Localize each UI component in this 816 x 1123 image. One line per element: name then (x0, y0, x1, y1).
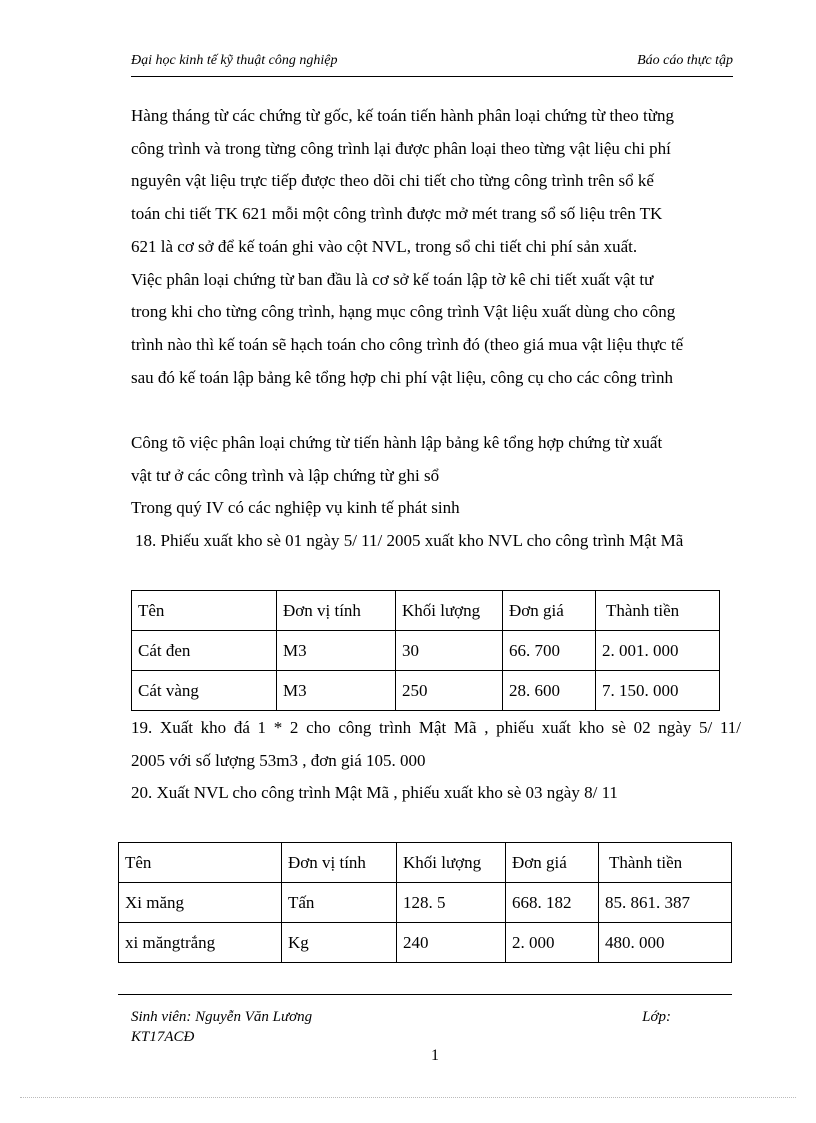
table-row (132, 631, 720, 671)
table-header-cell: Thành tiền (599, 843, 732, 883)
table-cell: Kg (282, 923, 397, 963)
footer-class-label: Lớp: (642, 1009, 671, 1025)
table-header-cell: Đơn giá (503, 591, 596, 631)
paragraph-line: 19. Xuất kho đá 1 * 2 cho công trình Mật Mã , phiếu xuất kho sè 02 ngày 5/ 11/ (131, 718, 741, 737)
materials-table-1 (131, 590, 720, 711)
header-divider (131, 76, 733, 77)
table-cell: 128. 5 (397, 883, 506, 923)
table-header-cell: Đơn vị tính (282, 843, 397, 883)
paragraph-line: 18. Phiếu xuất kho sè 01 ngày 5/ 11/ 2005 xuất kho NVL cho công trình Mật Mã (135, 531, 684, 551)
table-cell: 250 (396, 671, 503, 711)
paragraph-line: sau đó kế toán lập bảng kê tổng hợp chi phí vật liệu, công cụ cho các công trình (131, 367, 673, 387)
table-cell: M3 (277, 631, 396, 671)
header-report-title: Báo cáo thực tập (637, 53, 733, 68)
page-number: 1 (431, 1047, 439, 1064)
paragraph-line: toán chi tiết TK 621 mỗi một công trình được mở mét trang sổ số liệu trên TK (131, 204, 663, 224)
footer-divider (118, 994, 732, 995)
table-cell: 668. 182 (506, 883, 599, 923)
table-row (119, 883, 732, 923)
table-header-cell: Thành tiền (596, 591, 720, 631)
table-cell: 30 (396, 631, 503, 671)
paragraph-line: trong khi cho từng công trình, hạng mục công trình Vật liệu xuất dùng cho công (131, 302, 676, 322)
page-bottom-rule (20, 1097, 796, 1098)
table-cell: 240 (397, 923, 506, 963)
materials-table-2 (118, 842, 732, 963)
paragraph-line: nguyên vật liệu trực tiếp được theo dõi chi tiết cho từng công trình trên sổ kế (131, 171, 654, 191)
table-cell: M3 (277, 671, 396, 711)
paragraph-line: Công tõ việc phân loại chứng từ tiến hành lập bảng kê tổng hợp chứng từ xuất (131, 433, 663, 453)
body-text-2 (131, 712, 741, 810)
table-header-cell: Đơn vị tính (277, 591, 396, 631)
table-cell: 7. 150. 000 (596, 671, 720, 711)
paragraph-line: vật tư ở các công trình và lập chứng từ ghi sổ (131, 465, 440, 485)
table-header-cell: Khối lượng (396, 591, 503, 631)
table-row (119, 923, 732, 963)
table-row (132, 671, 720, 711)
table-header-cell: Tên (119, 843, 282, 883)
body-text (131, 100, 741, 558)
table-cell: xi măngtrắng (119, 923, 282, 963)
paragraph-line: Việc phân loại chứng từ ban đầu là cơ sở kế toán lập tờ kê chi tiết xuất vật tư (131, 269, 654, 289)
table-cell: 85. 861. 387 (599, 883, 732, 923)
table-header-row (132, 591, 720, 631)
table-header-cell: Khối lượng (397, 843, 506, 883)
table-cell: Tấn (282, 883, 397, 923)
paragraph-line: Hàng tháng từ các chứng từ gốc, kế toán tiến hành phân loại chứng từ theo từng (131, 106, 674, 125)
table-header-cell: Tên (132, 591, 277, 631)
table-cell: Xi măng (119, 883, 282, 923)
table-header-cell: Đơn giá (506, 843, 599, 883)
paragraph-line: 2005 với số lượng 53m3 , đơn giá 105. 000 (131, 750, 426, 770)
footer-class-code: KT17ACĐ (131, 1029, 195, 1045)
paragraph-line: 621 là cơ sở để kế toán ghi vào cột NVL, trong sổ chi tiết chi phí sản xuất. (131, 236, 638, 256)
footer-student: Sinh viên: Nguyễn Văn Lương (131, 1009, 313, 1025)
paragraph-line: Trong quý IV có các nghiệp vụ kinh tế phát sinh (131, 498, 460, 518)
paragraph-line: 20. Xuất NVL cho công trình Mật Mã , phiếu xuất kho sè 03 ngày 8/ 11 (131, 783, 618, 802)
table-cell: Cát đen (132, 631, 277, 671)
table-cell: Cát vàng (132, 671, 277, 711)
table-cell: 480. 000 (599, 923, 732, 963)
table-cell: 2. 000 (506, 923, 599, 963)
table-header-row (119, 843, 732, 883)
table-cell: 28. 600 (503, 671, 596, 711)
page-footer (131, 1007, 691, 1047)
paragraph-line: trình nào thì kế toán sẽ hạch toán cho công trình đó (theo giá mua vật liệu thực tế (131, 334, 684, 354)
table-cell: 66. 700 (503, 631, 596, 671)
table-cell: 2. 001. 000 (596, 631, 720, 671)
paragraph-line: công trình và trong từng công trình lại được phân loại theo từng vật liệu chi phí (131, 138, 671, 158)
blank-line (131, 394, 741, 427)
header-university: Đại học kinh tế kỹ thuật công nghiệp (131, 53, 338, 68)
